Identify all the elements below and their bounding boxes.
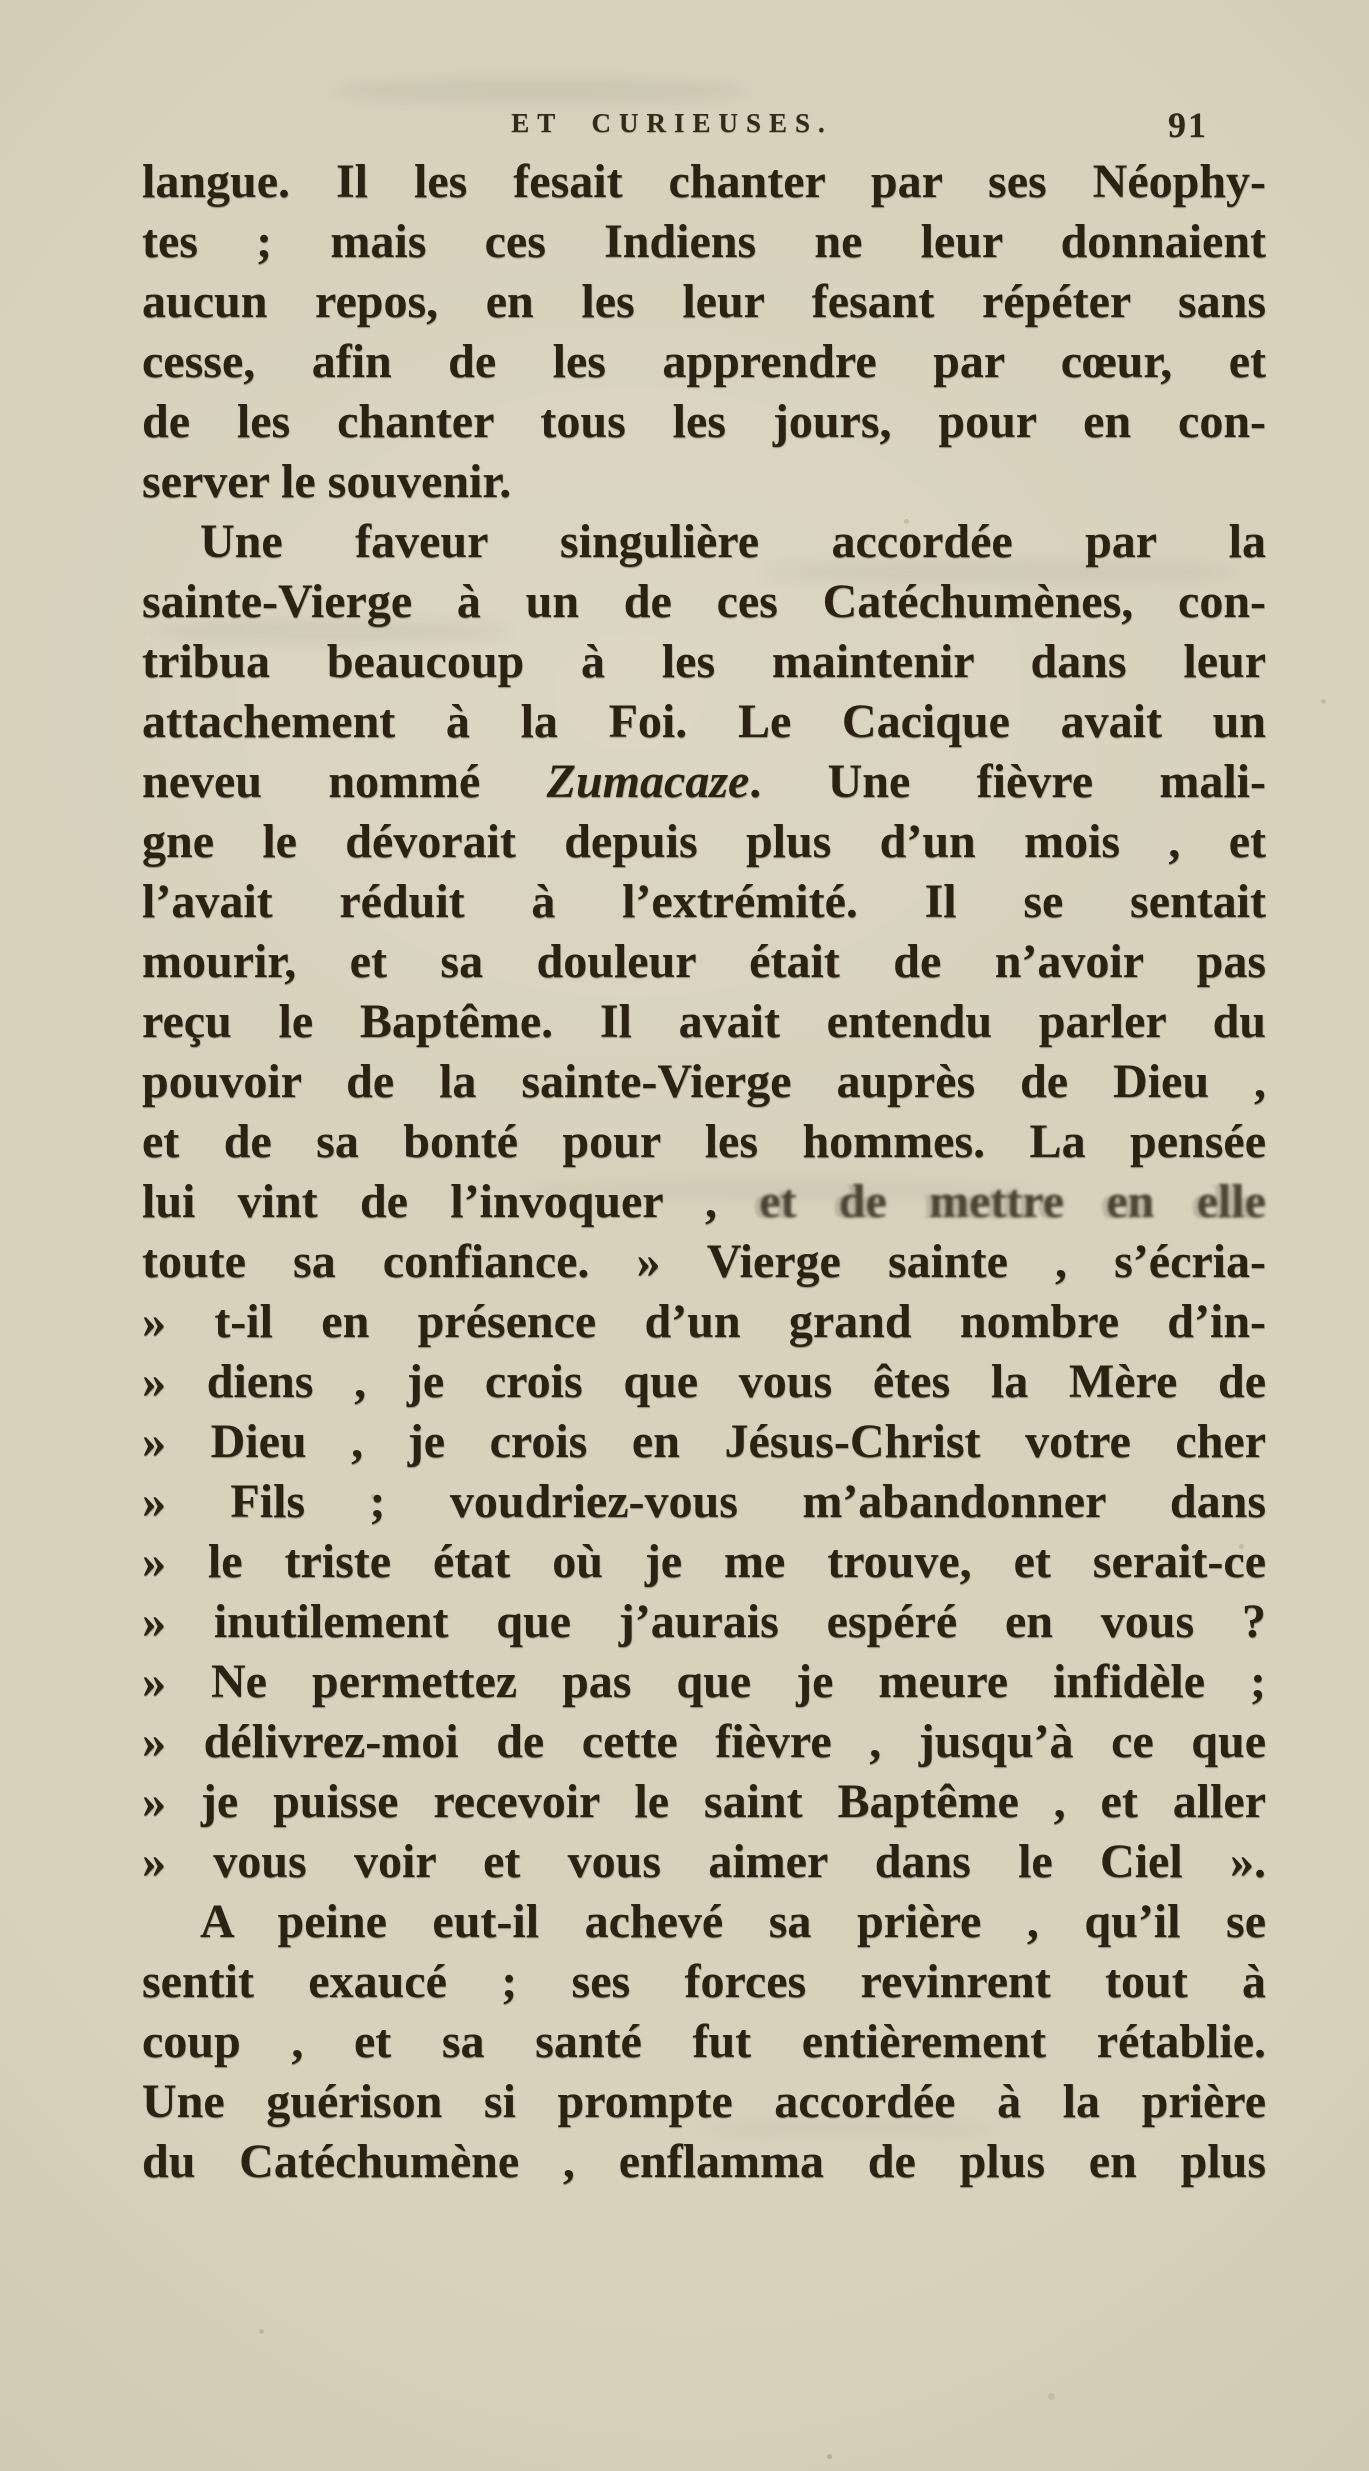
text-line: [142, 452, 1266, 512]
text-line: [142, 2132, 1266, 2192]
text-line: [142, 572, 1266, 632]
line-text: l’avait réduit à l’extrémité. Il se sentait: [142, 875, 1266, 928]
line-text: langue. Il les fesait chanter par ses Néophy-: [142, 155, 1266, 208]
line-text: et de sa bonté pour les hommes. La pensée: [142, 1115, 1266, 1168]
line-text: aucun repos, en les leur fesant répéter sans: [142, 275, 1266, 328]
body-text: [142, 152, 1266, 2192]
line-text: attachement à la Foi. Le Cacique avait un: [142, 695, 1266, 748]
line-text: . Une fièvre mali-: [749, 755, 1266, 808]
text-line: [142, 812, 1266, 872]
text-line: [142, 1532, 1266, 1592]
faded-print-text: et de mettre en elle: [759, 1175, 1266, 1228]
text-line: [142, 1472, 1266, 1532]
line-text: sentit exaucé ; ses forces revinrent tout à: [142, 1955, 1266, 2008]
line-text: » Ne permettez pas que je meure infidèle ;: [142, 1655, 1266, 1708]
line-text: du Catéchumène , enflamma de plus en plus: [142, 2135, 1266, 2188]
paper-specks: [0, 0, 3, 3]
line-text: » inutilement que j’aurais espéré en vous ?: [142, 1595, 1266, 1648]
italic-name-text: Zumacaze: [546, 755, 750, 808]
line-text: de les chanter tous les jours, pour en con-: [142, 395, 1266, 448]
text-line: [142, 1892, 1266, 1952]
text-line: [142, 872, 1266, 932]
text-line: [142, 1232, 1266, 1292]
line-text: A peine eut-il achevé sa prière , qu’il se: [200, 1895, 1266, 1948]
text-line: [142, 692, 1266, 752]
show-through-smudge: [330, 78, 750, 104]
line-text: gne le dévorait depuis plus d’un mois , et: [142, 815, 1266, 868]
line-text: » je puisse recevoir le saint Baptême , et aller: [142, 1775, 1266, 1828]
text-line: [142, 632, 1266, 692]
page-header: [142, 104, 1266, 150]
line-text: » vous voir et vous aimer dans le Ciel ».: [142, 1835, 1266, 1888]
text-line: [142, 1052, 1266, 1112]
text-line: [142, 512, 1266, 572]
line-text: » diens , je crois que vous êtes la Mère de: [142, 1355, 1266, 1408]
text-line: [142, 1112, 1266, 1172]
line-text: » le triste état où je me trouve, et serait-ce: [142, 1535, 1266, 1588]
text-line: [142, 1172, 1266, 1232]
page-number: 91: [1168, 105, 1208, 145]
line-text: sainte-Vierge à un de ces Catéchumènes, con-: [142, 575, 1266, 628]
text-line: [142, 1352, 1266, 1412]
text-line: [142, 1832, 1266, 1892]
line-text: » Dieu , je crois en Jésus-Christ votre cher: [142, 1415, 1266, 1468]
text-line: [142, 1712, 1266, 1772]
text-line: [142, 932, 1266, 992]
line-text: cesse, afin de les apprendre par cœur, et: [142, 335, 1266, 388]
text-line: [142, 2012, 1266, 2072]
line-text: server le souvenir.: [142, 455, 512, 508]
text-line: [142, 332, 1266, 392]
line-text: reçu le Baptême. Il avait entendu parler du: [142, 995, 1266, 1048]
line-text: tribua beaucoup à les maintenir dans leur: [142, 635, 1266, 688]
line-text: coup , et sa santé fut entièrement rétablie.: [142, 2015, 1266, 2068]
line-text: Une faveur singulière accordée par la: [200, 515, 1266, 568]
line-text: Une guérison si prompte accordée à la prière: [142, 2075, 1266, 2128]
text-line: [142, 752, 1266, 812]
line-text: » délivrez-moi de cette fièvre , jusqu’à ce que: [142, 1715, 1266, 1768]
text-line: [142, 392, 1266, 452]
text-line: [142, 992, 1266, 1052]
text-line: [142, 1412, 1266, 1472]
text-line: [142, 152, 1266, 212]
line-text: pouvoir de la sainte-Vierge auprès de Dieu ,: [142, 1055, 1266, 1108]
line-text: tes ; mais ces Indiens ne leur donnaient: [142, 215, 1266, 268]
text-line: [142, 1652, 1266, 1712]
text-line: [142, 1292, 1266, 1352]
text-line: [142, 1592, 1266, 1652]
running-title: ET CURIEUSES.: [511, 108, 833, 138]
text-line: [142, 1772, 1266, 1832]
line-text: mourir, et sa douleur était de n’avoir pas: [142, 935, 1266, 988]
text-line: [142, 2072, 1266, 2132]
line-text: toute sa confiance. » Vierge sainte , s’écria-: [142, 1235, 1266, 1288]
line-text: lui vint de l’invoquer ,: [142, 1175, 760, 1228]
text-line: [142, 1952, 1266, 2012]
line-text: » t-il en présence d’un grand nombre d’in-: [142, 1295, 1266, 1348]
text-line: [142, 272, 1266, 332]
line-text: » Fils ; voudriez-vous m’abandonner dans: [142, 1475, 1266, 1528]
line-text: neveu nommé: [142, 755, 547, 808]
text-line: [142, 212, 1266, 272]
